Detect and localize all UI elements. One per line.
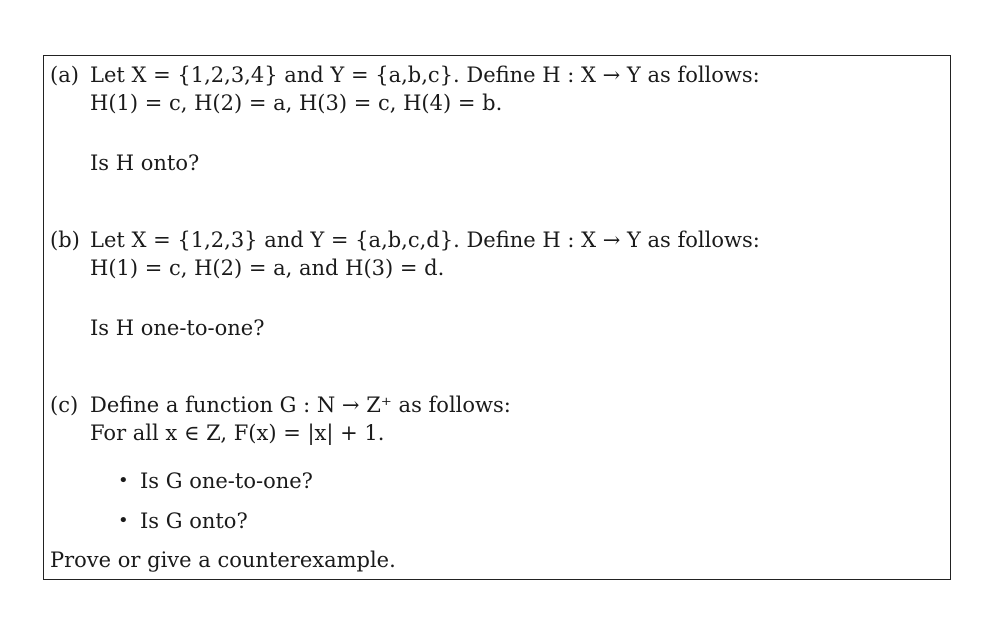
part-c-label: (c) — [50, 393, 79, 417]
part-b-line-2: H(1) = c, H(2) = a, and H(3) = d. — [90, 256, 445, 280]
part-c-bullet-2: Is G onto? — [140, 509, 248, 533]
part-b-label: (b) — [50, 228, 80, 252]
part-b-question: Is H one-to-one? — [90, 316, 265, 340]
part-a-question: Is H onto? — [90, 151, 200, 175]
part-a-label: (a) — [50, 63, 79, 87]
part-c-line-1: Define a function G : N → Z⁺ as follows: — [90, 393, 511, 417]
footer-instruction: Prove or give a counterexample. — [50, 548, 396, 572]
bullet-icon: • — [118, 470, 129, 491]
part-a-line-2: H(1) = c, H(2) = a, H(3) = c, H(4) = b. — [90, 91, 503, 115]
part-a-line-1: Let X = {1,2,3,4} and Y = {a,b,c}. Define H : X → Y as follows: — [90, 63, 760, 87]
problem-box — [43, 55, 951, 580]
part-c-line-2: For all x ∈ Z, F(x) = |x| + 1. — [90, 421, 385, 445]
bullet-icon: • — [118, 510, 129, 531]
part-c-bullet-1: Is G one-to-one? — [140, 469, 313, 493]
part-b-line-1: Let X = {1,2,3} and Y = {a,b,c,d}. Define H : X → Y as follows: — [90, 228, 760, 252]
